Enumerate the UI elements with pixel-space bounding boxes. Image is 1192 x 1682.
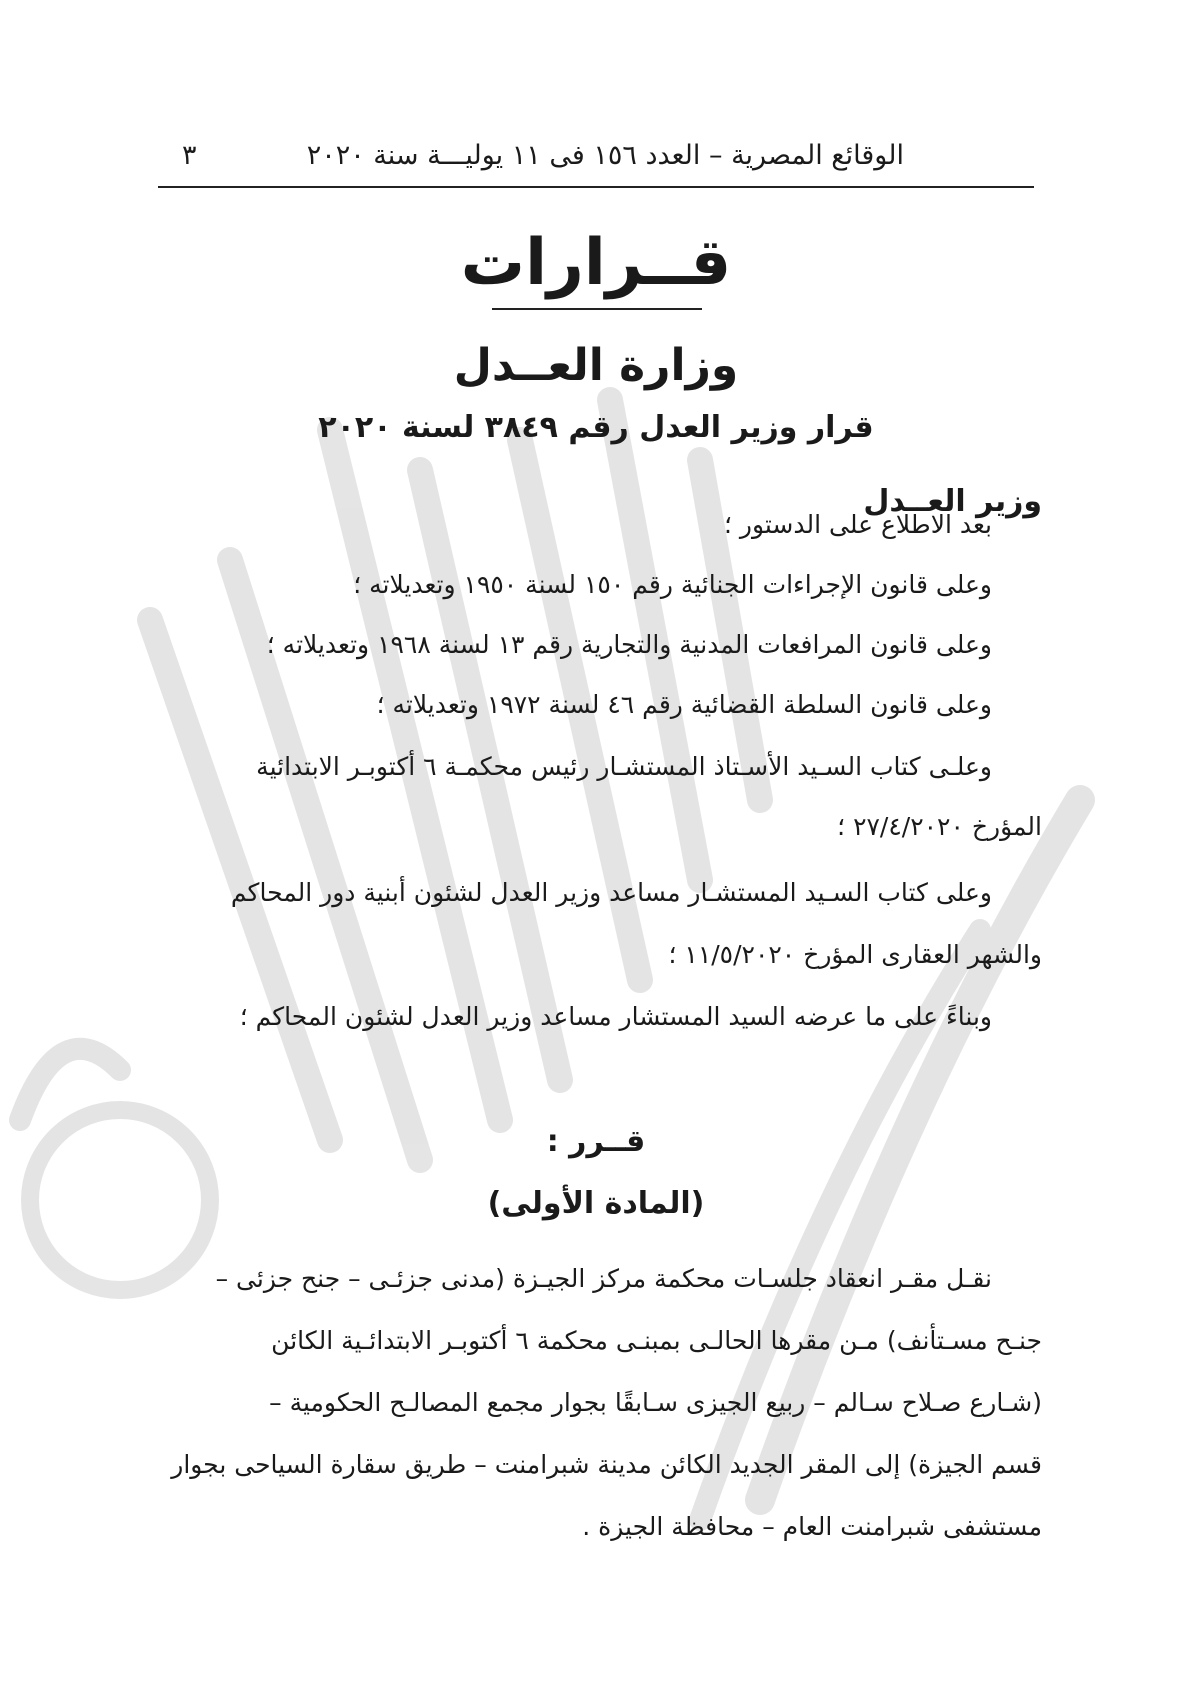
preamble-line: وعلى قانون السلطة القضائية رقم ٤٦ لسنة ١٩٧٢ وتعديلاته ؛ bbox=[376, 690, 992, 719]
decree-title: قرار وزير العدل رقم ٣٨٤٩ لسنة ٢٠٢٠ bbox=[318, 410, 874, 445]
article-body bbox=[162, 1248, 1042, 1558]
article-title: (المادة الأولى) bbox=[487, 1186, 705, 1221]
article-line: نقـل مقـر انعقاد جلسـات محكمة مركز الجيـزة (مدنى جزئـى – جنح جزئى – bbox=[215, 1264, 992, 1293]
preamble-line: بعد الاطلاع على الدستور ؛ bbox=[723, 510, 992, 539]
preamble-line: وعلـى كتاب السـيد الأسـتاذ المستشـار رئيس محكمـة ٦ أكتوبـر الابتدائية bbox=[256, 752, 992, 781]
article-line: (شـارع صـلاح سـالم – ربيع الجيزى سـابقًا بجوار مجمع المصالـح الحكومية – bbox=[269, 1388, 1042, 1417]
heading-underline bbox=[492, 308, 702, 310]
decided-heading: قــرر : bbox=[546, 1124, 646, 1159]
section-heading: قــرارات bbox=[460, 226, 732, 300]
ministry-heading: وزارة العــدل bbox=[453, 340, 739, 391]
preamble-line: المؤرخ ٢٧/٤/٢٠٢٠ ؛ bbox=[837, 812, 1042, 841]
preamble-line: وعلى قانون الإجراءات الجنائية رقم ١٥٠ لسنة ١٩٥٠ وتعديلاته ؛ bbox=[353, 570, 992, 599]
preamble-line: وعلى قانون المرافعات المدنية والتجارية رقم ١٣ لسنة ١٩٦٨ وتعديلاته ؛ bbox=[266, 630, 992, 659]
preamble-line: وعلى كتاب السـيد المستشـار مساعد وزير العدل لشئون أبنية دور المحاكم bbox=[230, 878, 992, 907]
preamble-line: وبناءً على ما عرضه السيد المستشار مساعد وزير العدل لشئون المحاكم ؛ bbox=[239, 1002, 992, 1031]
page-number: ٣ bbox=[182, 140, 197, 171]
page-header bbox=[158, 136, 1034, 188]
gazette-issue-title: الوقائع المصرية – العدد ١٥٦ فى ١١ يوليـــة سنة ٢٠٢٠ bbox=[306, 140, 904, 171]
article-line: قسم الجيزة) إلى المقر الجديد الكائن مدينة شبرامنت – طريق سقارة السياحى بجوار bbox=[171, 1450, 1042, 1479]
preamble-line: والشهر العقارى المؤرخ ١١/٥/٢٠٢٠ ؛ bbox=[668, 940, 1042, 969]
article-line: جنـح مسـتأنف) مـن مقرها الحالـى بمبنـى محكمة ٦ أكتوبـر الابتدائـية الكائن bbox=[271, 1326, 1042, 1355]
minister-heading: وزير العــدل bbox=[863, 484, 1042, 519]
article-line: مستشفى شبرامنت العام – محافظة الجيزة . bbox=[582, 1512, 1042, 1541]
